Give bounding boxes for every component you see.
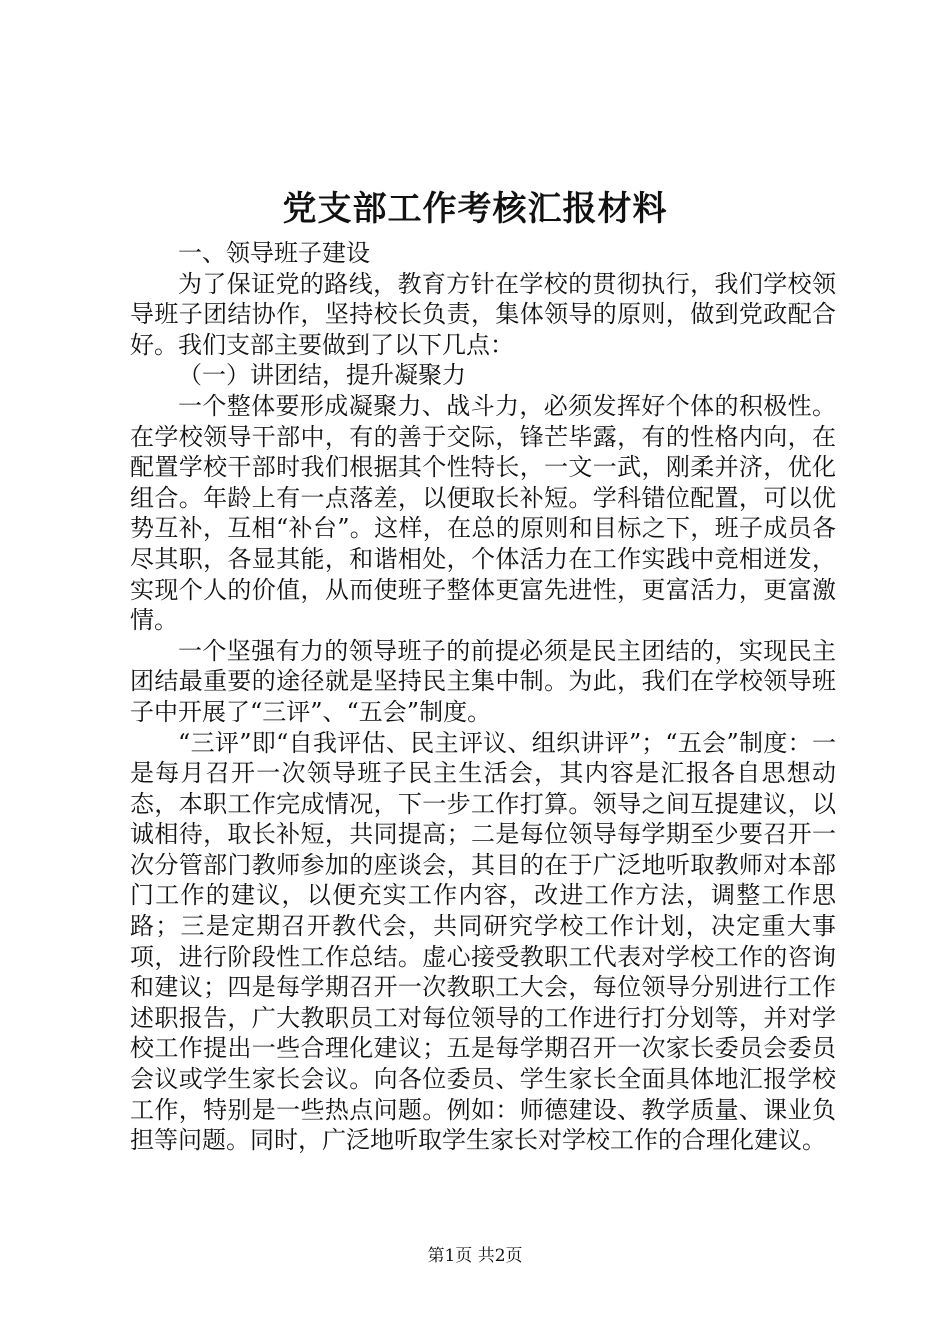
paragraph: 一个坚强有力的领导班子的前提必须是民主团结的，实现民主团结最重要的途径就是坚持民主集中制。为此，我们在学校领导班子中开展了“三评”、“五会”制度。 xyxy=(130,636,836,726)
paragraph: 为了保证党的路线，教育方针在学校的贯彻执行，我们学校领导班子团结协作，坚持校长负责，集体领导的原则，做到党政配合好。我们支部主要做到了以下几点： xyxy=(130,269,836,359)
page-footer: 第1页 共2页 xyxy=(427,1246,523,1266)
document-body xyxy=(130,238,836,1156)
subsection-heading: （一）讲团结，提升凝聚力 xyxy=(178,361,466,390)
paragraph: “三评”即“自我评估、民主评议、组织讲评”；“五会”制度：一是每月召开一次领导班子民主生活会，其内容是汇报各自思想动态，本职工作完成情况，下一步工作打算。领导之间互提建议，以诚相待，取长补短，共同提高；二是每位领导每学期至少要召开一次分管部门教师参加的座谈会，其目的在于广泛地听取教师对本部门工作的建议，以便充实工作内容，改进工作方法，调整工作思路；三是定期召开教代会，共同研究学校工作计划，决定重大事项，进行阶段性工作总结。虚心接受教职工代表对学校工作的咨询和建议；四是每学期召开一次教职工大会，每位领导分别进行工作述职报告，广大教职员工对每位领导的工作进行打分划等，并对学校工作提出一些合理化建议；五是每学期召开一次家长委员会委员会议或学生家长会议。向各位委员、学生家长全面具体地汇报学校工作，特别是一些热点问题。例如：师德建设、教学质量、课业负担等问题。同时，广泛地听取学生家长对学校工作的合理化建议。 xyxy=(130,728,836,1155)
document-title: 党支部工作考核汇报材料 xyxy=(282,189,668,229)
paragraph: 一个整体要形成凝聚力、战斗力，必须发挥好个体的积极性。在学校领导干部中，有的善于交际，锋芒毕露，有的性格内向，在配置学校干部时我们根据其个性特长，一文一武，刚柔并济，优化组合。年龄上有一点落差，以便取长补短。学科错位配置，可以优势互补，互相“补台”。这样，在总的原则和目标之下，班子成员各尽其职，各显其能，和谐相处，个体活力在工作实践中竞相迸发，实现个人的价值，从而使班子整体更富先进性，更富活力，更富激情。 xyxy=(130,391,836,635)
section-heading: 一、领导班子建设 xyxy=(178,239,370,267)
